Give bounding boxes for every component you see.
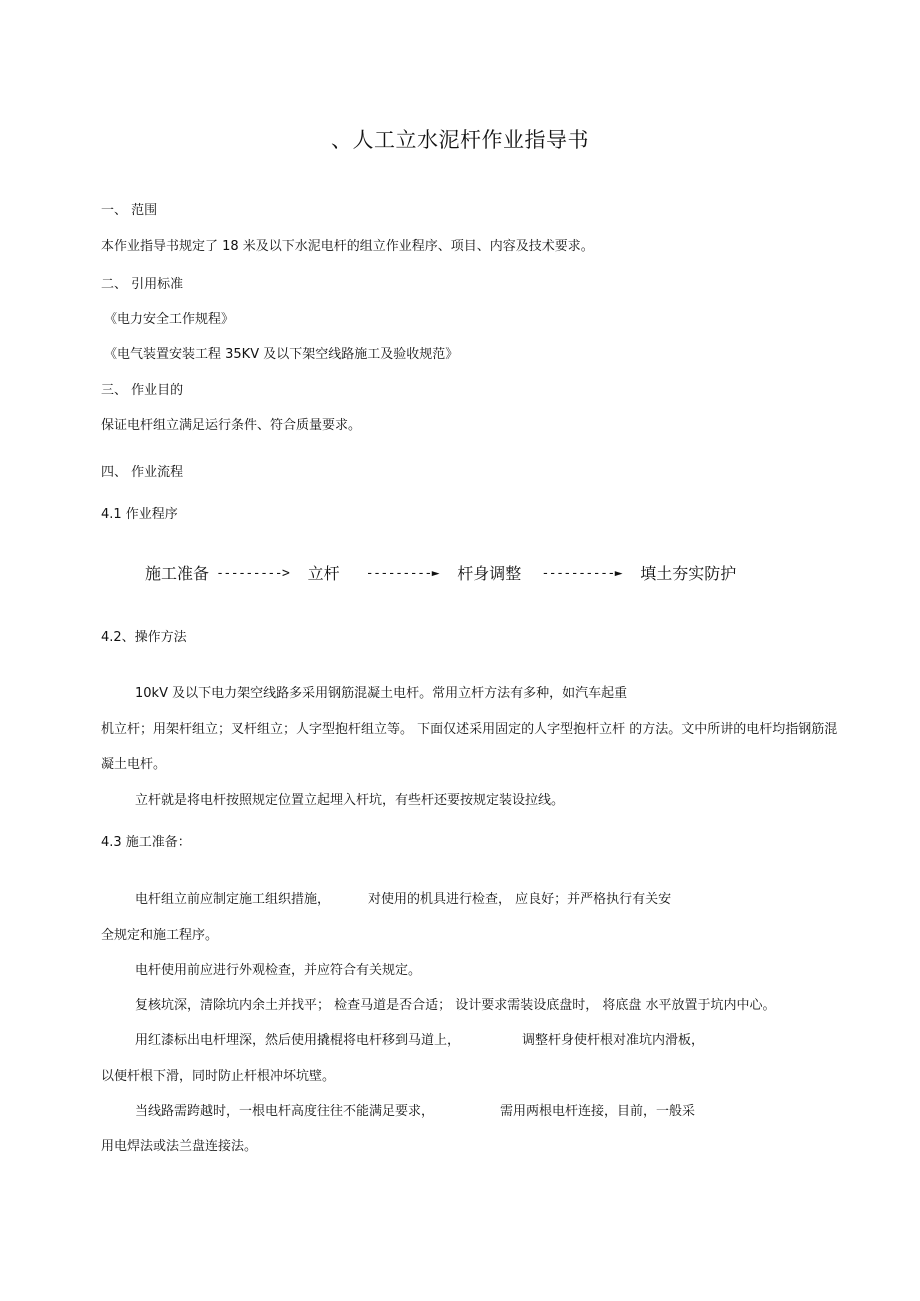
section-3-heading: 三、 作业目的 — [101, 383, 184, 398]
section-1-body: 本作业指导书规定了 18 米及以下水泥电杆的组立作业程序、项目、内容及技术要求。 — [101, 239, 594, 254]
s43-paragraph-2: 电杆使用前应进行外观检查，并应符合有关规定。 — [135, 963, 422, 978]
s43-paragraph-4-line-1a: 用红漆标出电杆埋深，然后使用撬棍将电杆移到马道上， — [135, 1033, 461, 1048]
workflow-arrow-3: ----------► — [541, 565, 623, 581]
s42-paragraph-2: 立杆就是将电杆按照规定位置立起埋入杆坑，有些杆还要按规定装设拉线。 — [135, 793, 565, 808]
workflow-arrow-1: ---------> — [216, 565, 290, 581]
section-2-reference-1: 《电力安全工作规程》 — [104, 312, 235, 327]
section-4-1-heading: 4.1 作业程序 — [101, 507, 178, 522]
s43-paragraph-5-line-1a: 当线路需跨越时，一根电杆高度往往不能满足要求， — [135, 1104, 435, 1119]
workflow-diagram — [145, 563, 736, 584]
section-4-2-heading: 4.2、操作方法 — [101, 630, 187, 645]
section-4-heading: 四、 作业流程 — [101, 465, 184, 480]
section-4-3-heading: 4.3 施工准备： — [101, 835, 191, 850]
workflow-arrow-2: ---------► — [365, 565, 440, 581]
s42-paragraph-1-line-3: 凝土电杆。 — [101, 757, 167, 772]
section-2-heading: 二、 引用标准 — [101, 277, 184, 292]
section-2-reference-2: 《电气装置安装工程 35KV 及以下架空线路施工及验收规范》 — [104, 347, 459, 362]
s43-paragraph-4-line-2: 以便杆根下滑，同时防止杆根冲坏坑壁。 — [101, 1069, 336, 1084]
s43-paragraph-1-line-1b: 对使用的机具进行检查， 应良好；并严格执行有关安 — [368, 892, 672, 907]
s43-paragraph-3: 复核坑深，清除坑内余土并找平； 检查马道是否合适； 设计要求需装设底盘时， 将底盘 水平放置于坑内中心。 — [135, 998, 776, 1013]
s43-paragraph-5-line-1b: 需用两根电杆连接，目前，一般采 — [500, 1104, 696, 1119]
s43-paragraph-1-line-2: 全规定和施工程序。 — [101, 928, 219, 943]
section-3-body: 保证电杆组立满足运行条件、符合质量要求。 — [101, 418, 362, 433]
workflow-step-adjust-pole: 杆身调整 — [457, 563, 522, 583]
s43-paragraph-5-line-2: 用电焊法或法兰盘连接法。 — [101, 1139, 258, 1154]
workflow-step-erect-pole: 立杆 — [307, 563, 340, 583]
s43-paragraph-1-line-1a: 电杆组立前应制定施工组织措施， — [135, 892, 331, 907]
document-title: 、人工立水泥杆作业指导书 — [331, 128, 589, 152]
s43-paragraph-4-line-1b: 调整杆身使杆根对准坑内滑板， — [522, 1033, 705, 1048]
s42-paragraph-1-line-2: 机立杆；用架杆组立；叉杆组立；人字型抱杆组立等。 下面仅述采用固定的人字型抱杆立杆 的方法。文中所讲的电杆均指钢筋混 — [101, 722, 838, 737]
workflow-step-backfill-protect: 填土夯实防护 — [640, 563, 737, 583]
workflow-step-preparation: 施工准备 — [145, 563, 210, 583]
s42-paragraph-1-line-1: 10kV 及以下电力架空线路多采用钢筋混凝土电杆。常用立杆方法有多种，如汽车起重 — [135, 686, 628, 701]
section-1-heading: 一、 范围 — [101, 203, 158, 218]
